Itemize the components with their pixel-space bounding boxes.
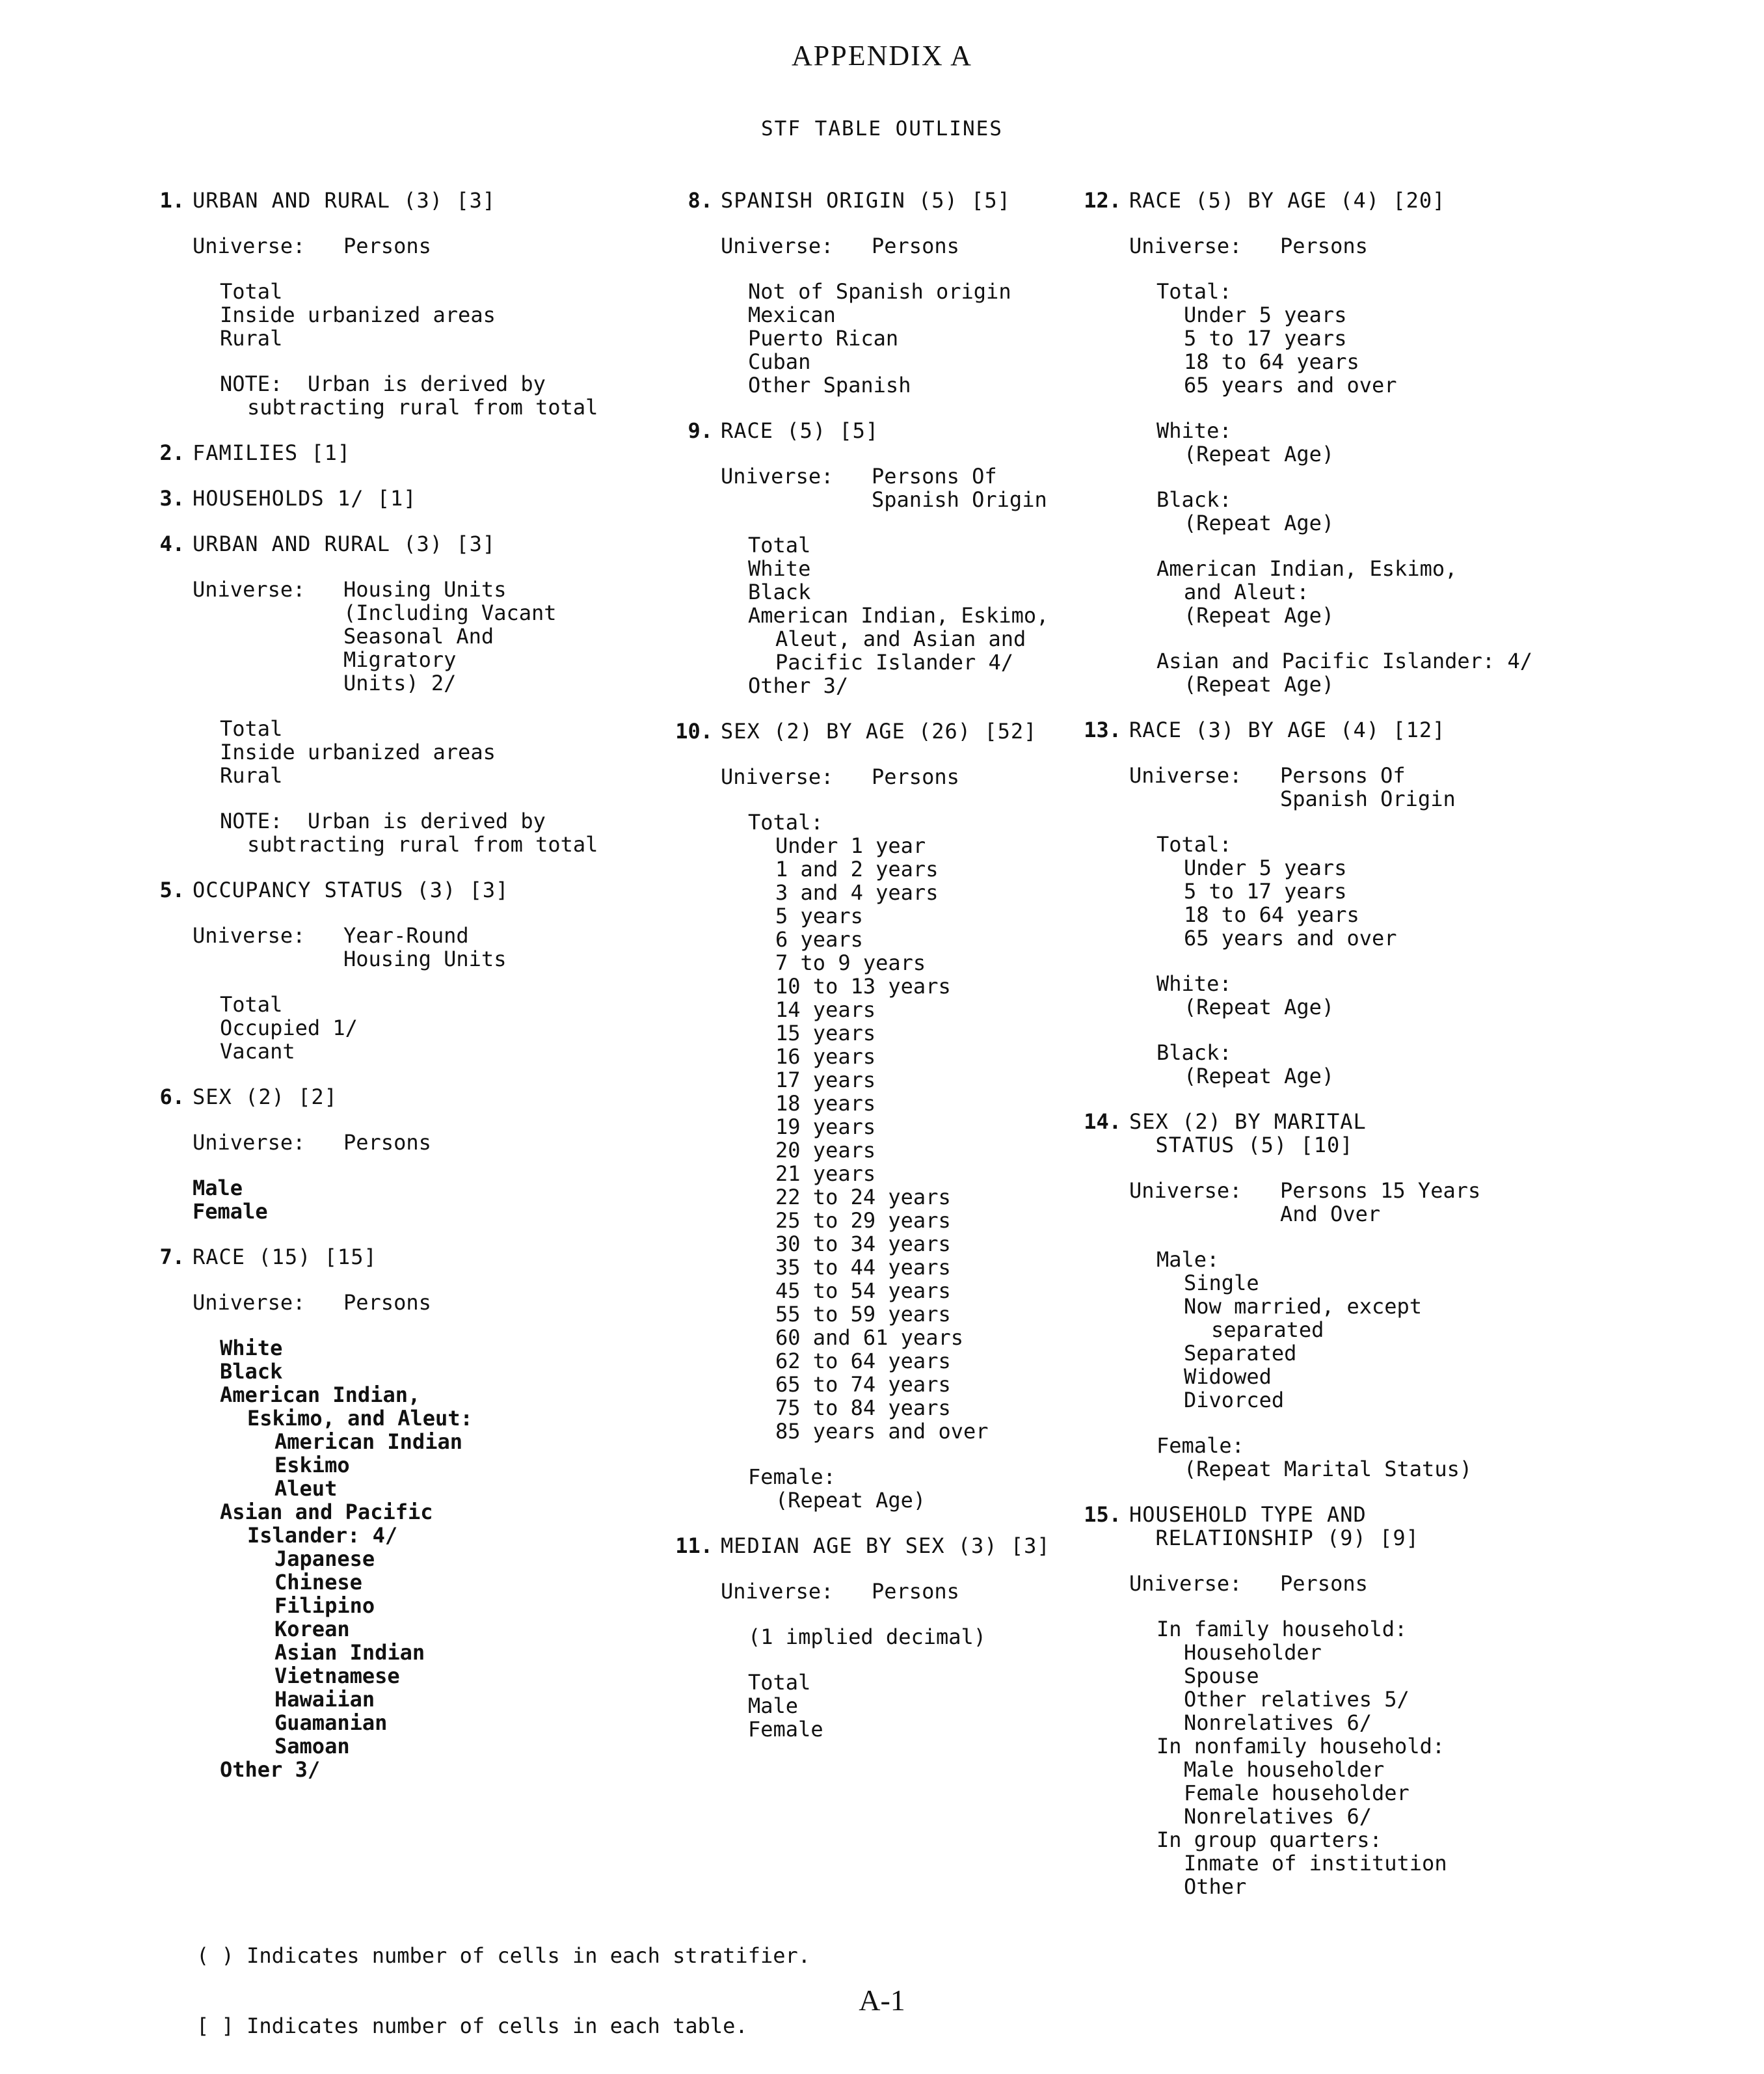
page-number: A-1	[859, 1984, 905, 2017]
list-item: Male:	[1156, 1247, 1220, 1272]
list-item: Inside urbanized areas	[220, 303, 496, 327]
universe-line: Year-Round	[343, 923, 469, 948]
list-item: Other 3/	[220, 1757, 321, 1782]
list-item: (Repeat Marital Status)	[1184, 1457, 1473, 1481]
table-outline	[1084, 718, 1715, 1088]
table-outline	[1084, 1109, 1715, 1481]
list-item: 17 years	[775, 1068, 876, 1092]
list-item: 15 years	[775, 1021, 876, 1045]
universe-row	[1129, 234, 1715, 258]
list-item: Samoan	[274, 1734, 350, 1758]
list-item: (Repeat Age)	[1184, 511, 1335, 535]
table-heading: RACE (3) BY AGE (4) [12]	[1129, 718, 1446, 742]
column-3	[1084, 188, 1715, 1920]
universe-value	[1280, 1572, 1368, 1595]
table-outline	[159, 440, 713, 465]
footnote-stratifier: ( ) Indicates number of cells in each stratifier.	[196, 1943, 811, 1968]
page-subtitle: STF TABLE OUTLINES	[761, 117, 1003, 141]
table-number: 10.	[675, 719, 713, 744]
list-item: (Repeat Age)	[1184, 1064, 1335, 1088]
universe-label: Universe:	[1129, 1178, 1242, 1203]
table-number: 4.	[159, 532, 185, 556]
list-item: 60 and 61 years	[775, 1325, 963, 1350]
list-item: Female	[193, 1199, 268, 1224]
list-item: Asian and Pacific	[220, 1500, 433, 1524]
list-item: Other 3/	[748, 673, 849, 698]
list-item: 62 to 64 years	[775, 1349, 951, 1373]
list-item: Chinese	[274, 1570, 362, 1595]
table-outline	[159, 1084, 713, 1224]
list-item: Aleut, and Asian and	[775, 626, 1026, 651]
table-heading: RACE (15) [15]	[193, 1245, 377, 1269]
universe-line: Persons	[343, 1290, 431, 1315]
table-heading: SEX (2) [2]	[193, 1084, 338, 1109]
list-item: Eskimo, and Aleut:	[247, 1406, 473, 1431]
universe-line: Spanish Origin	[872, 487, 1047, 512]
list-item: Rural	[220, 326, 283, 351]
table-heading: SPANISH ORIGIN (5) [5]	[721, 188, 1011, 213]
list-item: Filipino	[274, 1593, 375, 1618]
universe-value	[343, 1291, 431, 1314]
universe-label: Universe:	[1129, 1571, 1242, 1596]
list-item: Widowed	[1184, 1364, 1272, 1389]
list-item: Male householder	[1184, 1757, 1385, 1782]
spacer	[1129, 1019, 1715, 1041]
list-item: American Indian, Eskimo,	[1156, 556, 1458, 581]
table-number: 3.	[159, 486, 185, 511]
universe-value	[343, 924, 506, 971]
list-item: Korean	[274, 1617, 350, 1641]
universe-line: Housing Units	[343, 947, 507, 971]
list-item: White:	[1156, 418, 1232, 443]
list-item: 65 years and over	[1184, 926, 1397, 950]
spacer	[1129, 950, 1715, 972]
item-list	[1129, 1617, 1715, 1898]
list-item: 14 years	[775, 997, 876, 1022]
universe-label: Universe:	[721, 464, 834, 489]
list-item: 35 to 44 years	[775, 1255, 951, 1280]
universe-line: Persons	[872, 234, 959, 258]
list-item: Nonrelatives 6/	[1184, 1804, 1372, 1829]
universe-label: Universe:	[193, 923, 306, 948]
list-item: Black:	[1156, 487, 1232, 512]
universe-value	[1280, 1179, 1480, 1226]
list-item: Black	[220, 1359, 283, 1384]
list-item: Other Spanish	[748, 373, 911, 397]
list-item: Total:	[1156, 832, 1232, 857]
list-item: Pacific Islander 4/	[775, 650, 1014, 675]
table-note	[193, 809, 713, 856]
universe-label: Universe:	[721, 764, 834, 789]
universe-value	[1280, 234, 1368, 258]
item-list	[193, 280, 713, 350]
list-item: Separated	[1184, 1341, 1297, 1366]
item-list	[193, 1176, 713, 1223]
list-item: 5 years	[775, 904, 863, 928]
list-item: Under 5 years	[1184, 855, 1347, 880]
universe-line: Seasonal And	[343, 624, 494, 649]
table-heading: URBAN AND RURAL (3) [3]	[193, 188, 496, 213]
universe-value	[872, 234, 959, 258]
list-item: 19 years	[775, 1114, 876, 1139]
table-heading: HOUSEHOLD TYPE AND RELATIONSHIP (9) [9]	[1129, 1502, 1419, 1550]
table-note	[193, 372, 713, 419]
list-item: Other relatives 5/	[1184, 1687, 1410, 1712]
page-title: APPENDIX A	[792, 40, 972, 72]
list-item: Total	[220, 992, 283, 1017]
table-number: 6.	[159, 1084, 185, 1109]
list-item: White:	[1156, 971, 1232, 996]
list-item: Other	[1184, 1874, 1247, 1899]
list-item: (Repeat Age)	[1184, 995, 1335, 1019]
list-item: Single	[1184, 1271, 1259, 1295]
list-item: Female	[748, 1717, 823, 1742]
table-number: 12.	[1084, 188, 1121, 213]
list-item: American Indian, Eskimo,	[748, 603, 1049, 628]
list-item: and Aleut:	[1184, 580, 1309, 604]
universe-row	[721, 465, 1137, 511]
universe-line: Persons	[343, 1130, 431, 1155]
universe-row	[721, 1580, 1137, 1603]
list-item: 18 to 64 years	[1184, 349, 1359, 374]
list-item: In nonfamily household:	[1156, 1734, 1445, 1758]
list-item: 22 to 24 years	[775, 1185, 951, 1209]
universe-line: (Including Vacant	[343, 600, 557, 625]
item-list	[721, 1625, 1137, 1741]
list-item: Eskimo	[274, 1453, 350, 1477]
list-item: Black:	[1156, 1040, 1232, 1065]
list-item: 30 to 34 years	[775, 1232, 951, 1256]
universe-line: Persons Of	[872, 464, 997, 489]
list-item: 75 to 84 years	[775, 1395, 951, 1420]
list-item: 25 to 29 years	[775, 1208, 951, 1233]
table-outline	[159, 1245, 713, 1782]
list-item: 20 years	[775, 1138, 876, 1163]
table-heading: FAMILIES [1]	[193, 440, 351, 465]
universe-row	[193, 1131, 713, 1154]
universe-line: Persons	[1280, 234, 1368, 258]
list-item: Japanese	[274, 1546, 375, 1571]
table-number: 8.	[688, 188, 713, 213]
list-item: Rural	[220, 763, 283, 788]
item-list	[721, 533, 1137, 697]
universe-label: Universe:	[193, 1130, 306, 1155]
spacer	[1129, 535, 1715, 557]
list-item: Asian Indian	[274, 1640, 425, 1665]
list-item: 16 years	[775, 1044, 876, 1069]
list-item: Female:	[1156, 1433, 1244, 1458]
universe-line: Persons	[872, 764, 959, 789]
table-outline	[1084, 1502, 1715, 1899]
table-number: 14.	[1084, 1109, 1121, 1134]
list-item: Householder	[1184, 1640, 1322, 1665]
universe-label: Universe:	[193, 234, 306, 258]
list-item: Male	[193, 1176, 243, 1200]
list-item: White	[220, 1336, 283, 1360]
note-line: subtracting rural from total	[247, 832, 598, 857]
list-item: Female householder	[1184, 1781, 1410, 1805]
table-outline	[159, 532, 713, 857]
item-list	[1129, 280, 1715, 696]
table-heading: RACE (5) BY AGE (4) [20]	[1129, 188, 1446, 213]
spacer	[721, 1443, 1137, 1465]
list-item: 6 years	[775, 927, 863, 952]
universe-row	[721, 234, 1137, 258]
list-item: Total	[220, 279, 283, 304]
list-item: 65 years and over	[1184, 373, 1397, 397]
list-item: 18 years	[775, 1091, 876, 1116]
universe-label: Universe:	[721, 234, 834, 258]
list-item: Guamanian	[274, 1710, 388, 1735]
list-item: Puerto Rican	[748, 326, 899, 351]
list-item: Divorced	[1184, 1388, 1285, 1412]
universe-value	[872, 765, 959, 788]
table-heading: RACE (5) [5]	[721, 418, 879, 443]
table-outline	[1084, 188, 1715, 697]
list-item: Asian and Pacific Islander: 4/	[1156, 649, 1532, 673]
universe-label: Universe:	[1129, 234, 1242, 258]
universe-line: Persons	[343, 234, 431, 258]
list-item: Aleut	[274, 1476, 338, 1501]
universe-value	[343, 234, 431, 258]
list-item: Occupied 1/	[220, 1016, 358, 1040]
universe-line: Persons	[872, 1579, 959, 1604]
spacer	[1129, 466, 1715, 488]
universe-label: Universe:	[193, 1290, 306, 1315]
table-outline	[675, 1533, 1137, 1742]
universe-line: Units) 2/	[343, 671, 457, 695]
list-item: Inside urbanized areas	[220, 740, 496, 764]
list-item: Under 1 year	[775, 833, 926, 858]
list-item: Hawaiian	[274, 1687, 375, 1712]
list-item: In family household:	[1156, 1617, 1408, 1641]
note-line: NOTE: Urban is derived by	[220, 809, 546, 833]
list-item: Nonrelatives 6/	[1184, 1710, 1372, 1735]
list-item: Male	[748, 1693, 799, 1718]
table-number: 5.	[159, 878, 185, 902]
list-item: Total	[220, 716, 283, 741]
list-item: (1 implied decimal)	[748, 1624, 987, 1649]
list-item: 65 to 74 years	[775, 1372, 951, 1397]
list-item: Islander: 4/	[247, 1523, 398, 1548]
list-item: Total	[748, 1670, 811, 1695]
universe-row	[1129, 1179, 1715, 1226]
table-number: 7.	[159, 1245, 185, 1269]
table-heading: URBAN AND RURAL (3) [3]	[193, 532, 496, 556]
universe-row	[721, 765, 1137, 788]
list-item: Not of Spanish origin	[748, 279, 1011, 304]
list-item: 55 to 59 years	[775, 1302, 951, 1327]
universe-row	[193, 1291, 713, 1314]
list-item: 7 to 9 years	[775, 950, 926, 975]
list-item: 21 years	[775, 1161, 876, 1186]
list-item: 1 and 2 years	[775, 857, 939, 882]
item-list	[1129, 1248, 1715, 1481]
item-list	[721, 280, 1137, 397]
universe-row	[1129, 1572, 1715, 1595]
table-outline	[688, 418, 1137, 698]
list-item: Cuban	[748, 349, 811, 374]
universe-value	[872, 465, 1047, 511]
universe-value	[872, 1580, 959, 1603]
universe-label: Universe:	[721, 1579, 834, 1604]
table-number: 9.	[688, 418, 713, 443]
table-outline	[688, 188, 1137, 397]
universe-line: Housing Units	[343, 577, 507, 602]
universe-row	[193, 578, 713, 695]
list-item: 5 to 17 years	[1184, 326, 1347, 351]
list-item: Inmate of institution	[1184, 1851, 1447, 1876]
table-heading: MEDIAN AGE BY SEX (3) [3]	[721, 1533, 1050, 1558]
list-item: 18 to 64 years	[1184, 902, 1359, 927]
universe-line: Persons Of	[1280, 763, 1406, 788]
universe-line: Persons	[1280, 1571, 1368, 1596]
list-item: American Indian	[274, 1429, 462, 1454]
table-heading: SEX (2) BY MARITAL STATUS (5) [10]	[1129, 1109, 1367, 1157]
list-item: In group quarters:	[1156, 1827, 1382, 1852]
spacer	[1129, 1412, 1715, 1434]
item-list	[193, 1336, 713, 1781]
list-item: (Repeat Age)	[775, 1488, 926, 1513]
universe-line: Migratory	[343, 647, 457, 672]
list-item: (Repeat Age)	[1184, 672, 1335, 697]
list-item: separated	[1211, 1317, 1324, 1342]
item-list	[721, 811, 1137, 1512]
universe-value	[1280, 764, 1456, 811]
list-item: Spouse	[1184, 1663, 1259, 1688]
footnotes	[196, 1897, 810, 2061]
list-item: 45 to 54 years	[775, 1278, 951, 1303]
note-line: NOTE: Urban is derived by	[220, 371, 546, 396]
table-number: 11.	[675, 1533, 713, 1558]
list-item: 85 years and over	[775, 1419, 989, 1444]
list-item: Black	[748, 580, 811, 604]
list-item: Vietnamese	[274, 1663, 400, 1688]
table-outline	[159, 878, 713, 1064]
list-item: 5 to 17 years	[1184, 879, 1347, 904]
item-list	[1129, 833, 1715, 1088]
list-item: Vacant	[220, 1039, 295, 1064]
footnote-table: [ ] Indicates number of cells in each table.	[196, 2013, 748, 2038]
list-item: American Indian,	[220, 1382, 421, 1407]
universe-row	[1129, 764, 1715, 811]
universe-row	[193, 924, 713, 971]
universe-line: Spanish Origin	[1280, 787, 1456, 811]
list-item: Total:	[748, 810, 823, 835]
universe-row	[193, 234, 713, 258]
list-item: 10 to 13 years	[775, 974, 951, 999]
spacer	[1129, 397, 1715, 419]
spacer	[721, 1649, 1137, 1671]
column-2	[675, 188, 1137, 1763]
spacer	[1129, 627, 1715, 649]
table-outline	[159, 188, 713, 420]
table-heading: SEX (2) BY AGE (26) [52]	[721, 719, 1037, 744]
list-item: Female:	[748, 1464, 836, 1489]
list-item: Total:	[1156, 279, 1232, 304]
universe-value	[343, 1131, 431, 1154]
universe-value	[343, 578, 557, 695]
list-item: White	[748, 556, 811, 581]
universe-line: Persons 15 Years	[1280, 1178, 1481, 1203]
list-item: (Repeat Age)	[1184, 442, 1335, 466]
table-heading: OCCUPANCY STATUS (3) [3]	[193, 878, 509, 902]
table-number: 15.	[1084, 1502, 1121, 1527]
table-number: 13.	[1084, 718, 1121, 742]
list-item: (Repeat Age)	[1184, 603, 1335, 628]
table-number: 2.	[159, 440, 185, 465]
list-item: 3 and 4 years	[775, 880, 939, 905]
note-line: subtracting rural from total	[247, 395, 598, 420]
table-heading: HOUSEHOLDS 1/ [1]	[193, 486, 417, 511]
item-list	[193, 717, 713, 787]
list-item: Under 5 years	[1184, 303, 1347, 327]
column-1	[159, 188, 713, 1803]
table-outline	[159, 486, 713, 511]
item-list	[193, 993, 713, 1063]
list-item: Mexican	[748, 303, 836, 327]
table-number: 1.	[159, 188, 185, 213]
list-item: Now married, except	[1184, 1294, 1423, 1319]
universe-line: And Over	[1280, 1202, 1381, 1226]
list-item: Total	[748, 533, 811, 558]
universe-label: Universe:	[1129, 763, 1242, 788]
universe-label: Universe:	[193, 577, 306, 602]
